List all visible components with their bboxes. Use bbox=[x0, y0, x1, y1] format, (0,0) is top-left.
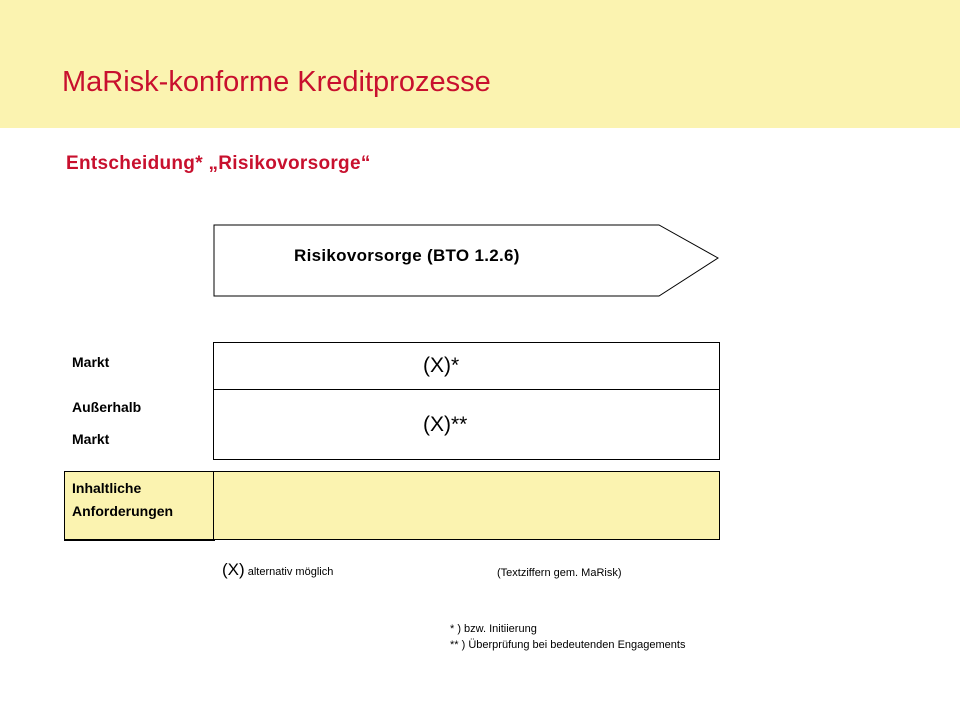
reference-note: (Textziffern gem. MaRisk) bbox=[497, 567, 622, 579]
row-markt-cell bbox=[213, 342, 720, 390]
row-ausserhalb-label-line2: Markt bbox=[72, 431, 110, 447]
footnote-2: ** ) Überprüfung bei bedeutenden Engagements bbox=[450, 639, 686, 651]
requirements-label-line2: Anforderungen bbox=[72, 503, 174, 519]
slide-subtitle: Entscheidung* „Risikovorsorge“ bbox=[66, 153, 371, 174]
legend bbox=[222, 560, 333, 580]
requirements-divider bbox=[213, 471, 214, 540]
legend-text: alternativ möglich bbox=[247, 566, 334, 578]
requirements-shadow bbox=[64, 539, 215, 541]
legend-symbol: (X) bbox=[222, 560, 245, 579]
row-ausserhalb-value: (X)** bbox=[423, 413, 468, 436]
row-ausserhalb-label-line1: Außerhalb bbox=[72, 399, 142, 415]
requirements-label-line1: Inhaltliche bbox=[72, 480, 142, 496]
row-markt-label: Markt bbox=[72, 354, 110, 370]
slide-title: MaRisk-konforme Kreditprozesse bbox=[62, 66, 491, 98]
process-arrow-label: Risikovorsorge (BTO 1.2.6) bbox=[294, 246, 520, 265]
row-markt-value: (X)* bbox=[423, 354, 460, 377]
footnote-1: * ) bzw. Initiierung bbox=[450, 623, 537, 635]
